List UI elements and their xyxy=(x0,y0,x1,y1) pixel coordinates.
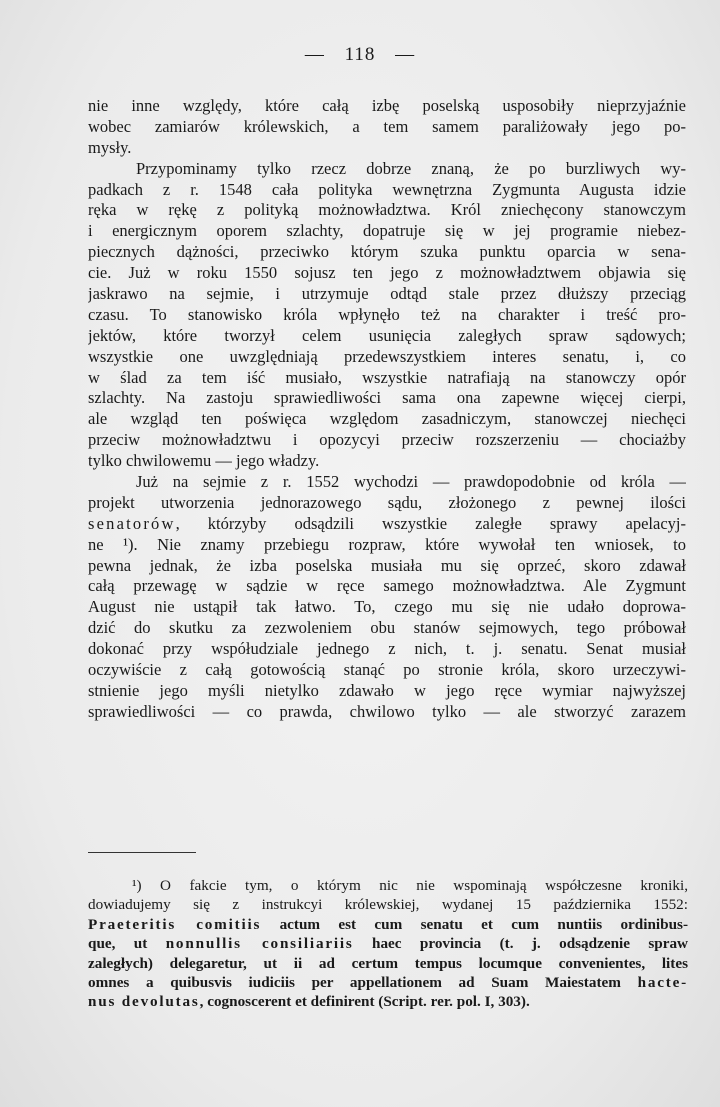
text-fragment: que, ut xyxy=(88,935,148,953)
text-line: czasu. To stanowisko króla wpłynęło też na charakter i treść pro- xyxy=(88,304,686,324)
text-line: przeciw możnowładztwu i opozycyi przeciw rozszerzeniu — chociażby xyxy=(88,430,686,450)
text-line: piecznych dążności, przeciwko którym szuka punktu oparcia w sena- xyxy=(88,242,686,262)
text-line: pewna jednak, że izba poselska musiała mu się oprzeć, skoro zdawał xyxy=(88,555,686,575)
text-line: wobec zamiarów królewskich, a tem samem paraliżowały jego po- xyxy=(88,116,686,136)
header-dash-right: — xyxy=(395,44,416,65)
footnotes xyxy=(88,876,688,1012)
footnote-line-composite xyxy=(88,973,688,992)
text-line: jaskrawo na sejmie, i utrzymuje odtąd stale przez dłuższy przeciąg xyxy=(88,284,686,304)
text-line: całą przewagę w sądzie w ręce samego możnowładztwa. Ale Zygmunt xyxy=(88,576,686,596)
text-line: szlachty. Na zastoju sprawiedliwości sama ona zapewne więcej cierpi, xyxy=(88,388,686,408)
text-line: August nie ustąpił tak łatwo. To, czego mu się nie udało doprowa- xyxy=(88,597,686,617)
text-line: ale wzgląd ten poświęca względom zasadniczym, stanowczej niechęci xyxy=(88,409,686,429)
text-line: i energicznym oporem szlachty, dopatruje się w jej programie niebez- xyxy=(88,221,686,241)
text-line: projekt utworzenia jednorazowego sądu, złożonego z pewnej ilości xyxy=(88,492,686,512)
text-line: tylko chwilowemu — jego władzy. xyxy=(88,451,320,471)
text-line: mysły. xyxy=(88,137,132,157)
text-line: sprawiedliwości — co prawda, chwilowo tylko — ale stworzyć zarazem xyxy=(88,701,686,721)
text-line: w ślad za tem iść musiało, wszystkie natrafiają na stanowczy opór xyxy=(88,367,686,387)
text-line: Już na sejmie z r. 1552 wychodzi — prawdopodobnie od króla — xyxy=(136,472,686,492)
page-header xyxy=(0,44,720,66)
footnote-line-composite xyxy=(88,934,688,953)
text-line: stnienie jego myśli nietylko zdawało w jego ręce wymiar najwyższej xyxy=(88,680,686,700)
text-fragment: actum est cum senatu et cum nuntiis ordinibus- xyxy=(279,915,688,933)
text-fragment: , cognoscerent et definirent (Script. rer. pol. I, 303). xyxy=(199,993,530,1011)
emphasis-nonnullis: nonnullis consiliariis xyxy=(165,935,354,953)
footnote-line-composite xyxy=(88,992,688,1011)
text-line: dokonać przy współudziale jednego z nich, t. j. senatu. Senat musiał xyxy=(88,639,686,659)
text-line: nie inne względy, które całą izbę poselską usposobiły nieprzyjaźnie xyxy=(88,96,686,115)
header-dash-left: — xyxy=(304,44,325,65)
text-line: wszystkie one uwzględniają przedewszystkiem interes senatu, i, co xyxy=(88,346,686,366)
text-line: dzić do skutku za zezwoleniem obu stanów sejmowych, tego próbował xyxy=(88,618,686,638)
emphasis-hactenus-b: nus devolutas xyxy=(88,993,200,1011)
text-line: Przypominamy tylko rzecz dobrze znaną, że po burzliwych wy- xyxy=(136,158,686,178)
body-text xyxy=(88,96,686,723)
text-line-composite xyxy=(88,514,686,535)
text-line: oczywiście z całą gotowością stanąć po stronie króla, skoro urzeczywi- xyxy=(88,660,686,680)
emphasis-hactenus-a: hacte- xyxy=(637,973,688,991)
text-line: padkach z r. 1548 cała polityka wewnętrzna Zygmunta Augusta idzie xyxy=(88,179,686,199)
page-number: 118 xyxy=(344,44,376,65)
footnote-line: zaległych) delegaretur, ut ii ad certum tempus locumque convenientes, lites xyxy=(88,954,688,972)
text-fragment: omnes a quibusvis iudiciis per appellationem ad Suam Maiestatem xyxy=(88,973,621,991)
footnote-line-composite xyxy=(88,915,688,934)
footnote-line: ¹) O fakcie tym, o którym nic nie wspominają współczesne kroniki, xyxy=(132,877,688,894)
text-line: jektów, które tworzył celem usunięcia zaległych spraw sądowych; xyxy=(88,325,686,345)
text-fragment: , którzyby odsądzili wszystkie zaległe sprawy apelacyj- xyxy=(175,513,686,533)
emphasis-praeteritis: Praeteritis comitiis xyxy=(88,915,262,933)
text-line: ne ¹). Nie znamy przebiegu rozpraw, które wywołał ten wniosek, to xyxy=(88,534,686,554)
text-line: ręka w rękę z polityką możnowładztwa. Król zniechęcony stanowczym xyxy=(88,200,686,220)
text-line: cie. Już w roku 1550 sojusz ten jego z możnowładztwem objawia się xyxy=(88,263,686,283)
footnote-divider xyxy=(88,852,196,853)
emphasis-senatorow: senatorów xyxy=(88,513,176,533)
footnote-line: dowiadujemy się z instrukcyi królewskiej, wydanej 15 października 1552: xyxy=(88,896,688,914)
text-fragment: haec provincia (t. j. odsądzenie spraw xyxy=(372,935,688,953)
